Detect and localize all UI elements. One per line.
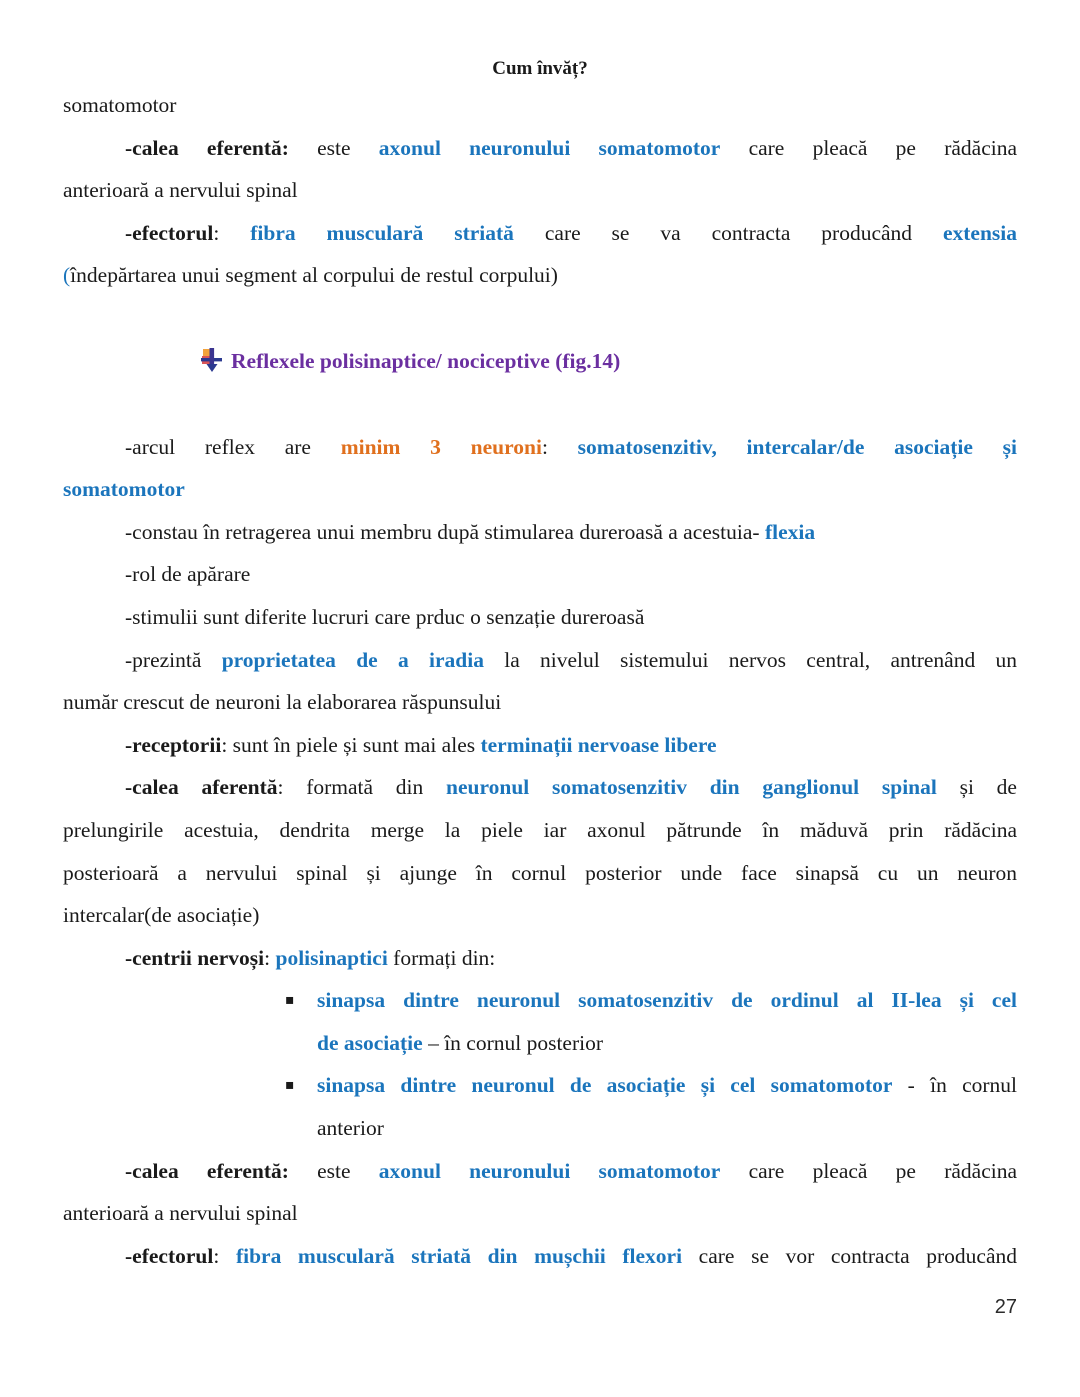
text-segment: care se va contracta producând (513, 220, 943, 245)
text-segment: : (264, 945, 276, 970)
text-line (63, 894, 1017, 937)
text-segment: Reflexele polisinaptice/ nociceptive (fig.14) (231, 348, 621, 373)
square-bullet-icon: ▪ (285, 992, 295, 1009)
text-segment: -centrii nervoși (125, 945, 265, 970)
text-line (63, 852, 1017, 895)
square-bullet-icon: ▪ (285, 1077, 295, 1094)
text-segment: -calea aferentă (125, 775, 278, 800)
text-segment: -arcul reflex are (125, 434, 341, 459)
section-heading (63, 340, 1017, 383)
text-segment: axonul neuronului somatomotor (378, 1158, 721, 1183)
text-segment: -constau în retragerea unui membru după stimularea dureroasă a acestuia- (125, 519, 765, 544)
text-segment: și de (936, 775, 1017, 800)
text-line (63, 639, 1017, 682)
text-segment: -calea eferentă: (125, 1158, 289, 1183)
text-segment: sinapsa dintre neuronul somatosenzitiv de ordinul al II-lea și cel (317, 988, 1017, 1013)
text-line (63, 681, 1017, 724)
text-segment: -calea eferentă: (125, 135, 289, 160)
text-segment: fibra musculară striată (250, 220, 514, 245)
document-body (63, 84, 1017, 1277)
text-line (317, 1107, 1017, 1150)
text-segment: -rol de apărare (125, 562, 251, 587)
text-segment: extensia (942, 220, 1018, 245)
text-segment: care pleacă pe rădăcina (720, 1158, 1017, 1183)
text-segment: posterioară a nervului spinal și ajunge în cornul posterior unde face sinapsă cu un neuron (63, 860, 1017, 885)
text-segment: : (213, 220, 251, 245)
text-line (285, 979, 1017, 1022)
text-segment: : (541, 434, 578, 459)
text-segment: - în cornul (892, 1073, 1017, 1098)
text-segment: -efectorul (125, 220, 214, 245)
text-segment: care se vor contracta producând (682, 1243, 1017, 1268)
text-segment: minim 3 neuroni (340, 434, 542, 459)
text-segment: anterioară a nervului spinal (63, 178, 298, 203)
text-line (63, 553, 1017, 596)
text-segment: fibra musculară striată din mușchii flexori (235, 1243, 683, 1268)
text-segment: anterior (317, 1116, 384, 1141)
text-line (63, 468, 1017, 511)
text-segment: – în cornul posterior (422, 1030, 604, 1055)
text-line (63, 724, 1017, 767)
text-segment: anterioară a nervului spinal (63, 1201, 298, 1226)
text-segment: somatomotor (63, 477, 185, 502)
text-line (63, 84, 1017, 127)
text-line (63, 426, 1017, 469)
text-line (63, 1235, 1017, 1278)
text-line (63, 809, 1017, 852)
text-segment: -receptorii (125, 732, 222, 757)
text-line (63, 937, 1017, 980)
down-arrow-bullet-icon (200, 349, 231, 373)
text-segment: somatosenzitiv, intercalar/de asociație și (577, 434, 1017, 459)
text-segment: formați din: (387, 945, 496, 970)
text-segment: : (213, 1243, 236, 1268)
running-header: Cum învăț? (492, 58, 588, 79)
text-segment: intercalar(de asociație) (63, 903, 260, 928)
text-segment: -stimulii sunt diferite lucruri care prduc o senzație dureroasă (125, 604, 645, 629)
text-segment: care pleacă pe rădăcina (720, 135, 1017, 160)
text-line (63, 169, 1017, 212)
text-segment: : sunt în piele și sunt mai ales (221, 732, 481, 757)
text-segment: terminații nervoase libere (480, 732, 717, 757)
text-line (63, 596, 1017, 639)
text-line (63, 254, 1017, 297)
text-segment: proprietatea de a iradia (221, 647, 484, 672)
page-number: 27 (994, 1296, 1017, 1318)
text-segment: axonul neuronului somatomotor (378, 135, 721, 160)
text-line (63, 1150, 1017, 1193)
text-segment: ( (63, 263, 71, 288)
text-segment: neuronul somatosenzitiv din ganglionul spinal (446, 775, 937, 800)
text-segment: prelungirile acestuia, dendrita merge la piele iar axonul pătrunde în măduvă prin rădăcina (63, 817, 1017, 842)
text-line (63, 127, 1017, 170)
text-segment: flexia (764, 519, 816, 544)
text-line (63, 766, 1017, 809)
text-segment: este (288, 135, 379, 160)
text-line (63, 1192, 1017, 1235)
text-line (285, 1064, 1017, 1107)
text-segment: somatomotor (63, 93, 177, 117)
text-segment: -prezintă (125, 647, 222, 672)
text-segment: la nivelul sistemului nervos central, antrenând un (483, 647, 1017, 672)
text-segment: îndepărtarea unui segment al corpului de restul corpului) (70, 263, 558, 288)
text-segment: polisinaptici (275, 945, 388, 970)
text-line (63, 511, 1017, 554)
text-segment: : formată din (277, 775, 447, 800)
text-segment: sinapsa dintre neuronul de asociație și cel somatomotor (317, 1073, 893, 1098)
text-line (63, 212, 1017, 255)
text-segment: de asociație (317, 1030, 423, 1055)
text-segment: este (288, 1158, 379, 1183)
text-segment: -efectorul (125, 1243, 214, 1268)
text-line (317, 1022, 1017, 1065)
text-segment: număr crescut de neuroni la elaborarea răspunsului (63, 690, 502, 715)
